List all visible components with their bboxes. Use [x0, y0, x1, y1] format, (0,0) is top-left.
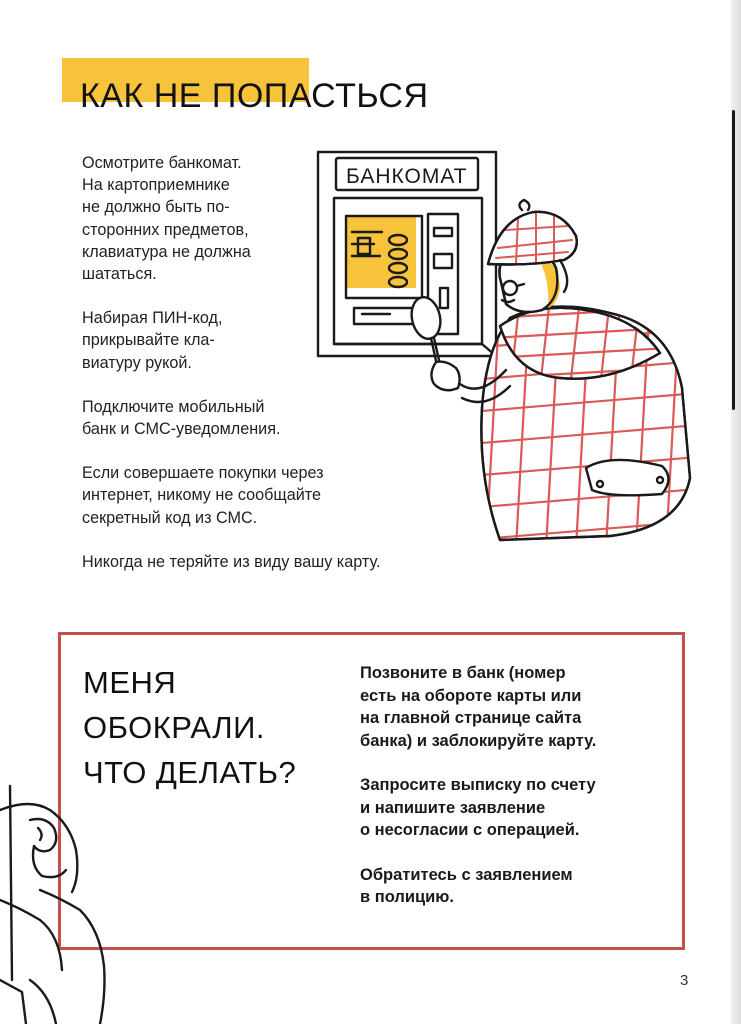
theft-question-heading: МЕНЯ ОБОКРАЛИ. ЧТО ДЕЛАТЬ?	[83, 665, 297, 790]
tip-mobile-bank: Подключите мобильный банк и СМС-уведомления.	[82, 397, 281, 439]
atm-icon	[318, 152, 496, 356]
page-title: КАК НЕ ПОПАСТЬСЯ	[80, 77, 429, 115]
magnifying-glass-icon	[408, 295, 444, 370]
theft-steps-list	[360, 662, 680, 931]
step-call-bank: Позвоните в банк (номер есть на обороте карты или на главной странице сайта банка) и заблокируйте карту.	[360, 664, 597, 750]
atm-detective-illustration	[310, 148, 705, 568]
atm-sign: БАНКОМАТ	[346, 165, 468, 188]
scrollbar-mark	[732, 110, 735, 410]
detective-icon	[431, 200, 705, 548]
tip-online-purchases: Если совершаете покупки через интернет, никому не сообщайте секретный код из СМС.	[82, 464, 324, 527]
tip-cover-keypad: Набирая ПИН-код, прикрывайте кла- виатуру рукой.	[82, 309, 223, 372]
tip-inspect-atm: Осмотрите банкомат. На картоприемнике не должно быть по- сторонних предметов, клавиатура не должна шататься.	[82, 154, 251, 284]
tip-watch-card: Никогда не теряйте из виду вашу карту.	[82, 552, 381, 571]
step-contact-police: Обратитесь с заявлением в полицию.	[360, 865, 573, 906]
worried-person-illustration	[0, 780, 140, 1024]
page-number: 3	[680, 972, 689, 989]
step-request-statement: Запросите выписку по счету и напишите заявление о несогласии с операцией.	[360, 776, 596, 839]
